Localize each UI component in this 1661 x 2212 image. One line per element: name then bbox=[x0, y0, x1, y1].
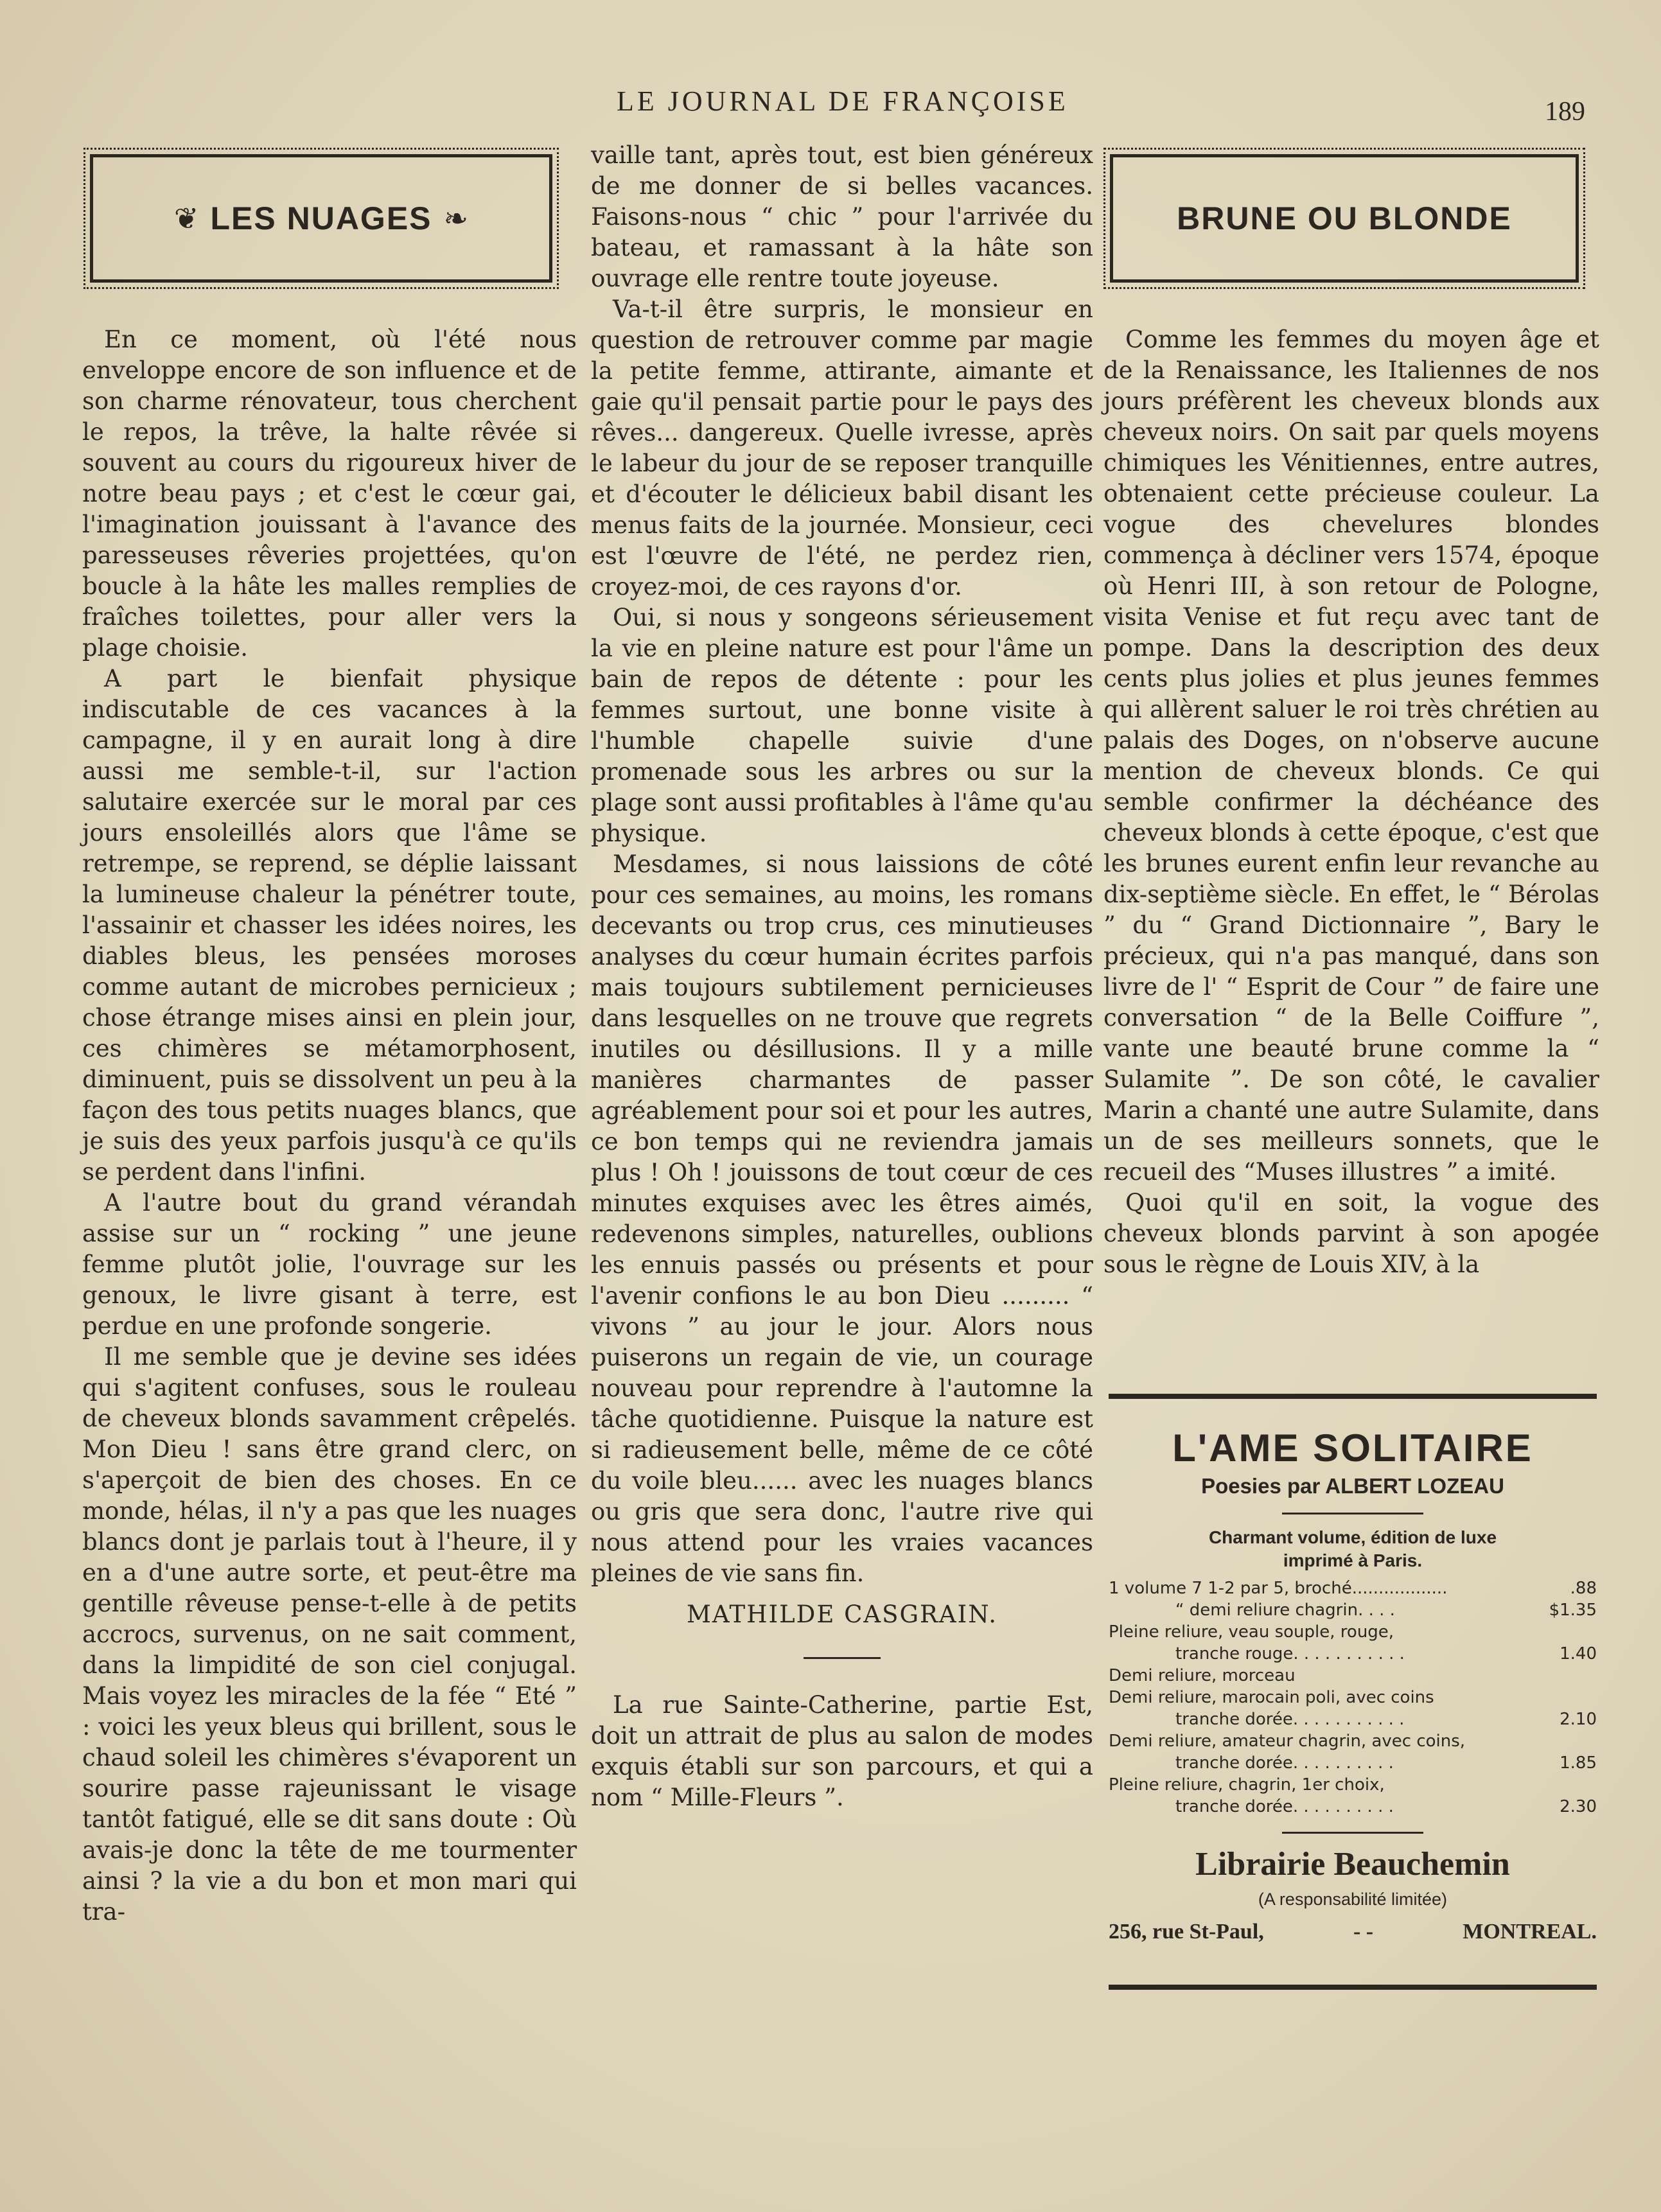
section-divider bbox=[804, 1657, 881, 1659]
ad-book-author: Poesies par ALBERT LOZEAU bbox=[1201, 1474, 1504, 1498]
ad-city: MONTREAL. bbox=[1463, 1920, 1597, 1944]
article-paragraph: A part le bienfait physique indiscutable de ces vacances à la campagne, il y en aurait long à dire aussi me semble-t-il, sur l'action salutaire exercée sur le moral par ces jours ensoleillés alors que l'âme se retrempe, se reprend, se déplie laissant la lumineuse chaleur la pénétrer toute, l'assainir et chasser les idées noires, les diables bleus, les pensées moroses comme autant de microbes pernicieux ; chose étrange mises ainsi en plein jour, ces chimères se métamorphosent, diminuent, puis se dissolvent un peu à la façon des tous petits nuages blancs, que je suis des yeux parfois jusqu'à ce qu'ils se perdent dans l'infini. bbox=[82, 665, 577, 1186]
ad-shop-subtitle: (A responsabilité limitée) bbox=[1258, 1890, 1448, 1909]
article-paragraph: Comme les femmes du moyen âge et de la Renaissance, les Italiennes de nos jours préfèrent les cheveux blonds aux cheveux noirs. On sait par quels moyens chimiques les Vénitiennes, entre autres, obtenaient cette précieuse couleur. La vogue des chevelures blondes commença à décliner vers 1574, époque où Henri III, à son retour de Pologne, visita Venise et fut reçu avec tant de pompe. Dans la description des deux cents plus jolies et plus jeunes femmes qui allèrent saluer le roi très chrétien au palais des Doges, on n'observe aucune mention de cheveux blonds. Ce qui semble confirmer la déchéance des cheveux blonds à cette époque, c'est que les brunes eurent enfin leur revanche au dix-septième siècle. En effet, le “ Bérolas ” du “ Grand Dictionnaire ”, Bary le précieux, qui n'a pas manqué, dans son livre de l' “ Esprit de Cour ” de faire une conversation “ de la Belle Coiffure ”, vante une beauté brune comme la “ Sulamite ”. De son côté, le cavalier Marin a chanté une autre Sulamite, dans un de ses meilleurs sonnets, que le recueil des “Muses illustres ” a imité. bbox=[1103, 326, 1599, 1186]
price-row: tranche dorée. . . . . . . . . . 1.85 bbox=[1175, 1753, 1597, 1773]
article-paragraph: En ce moment, où l'été nous enveloppe encore de son influence et de son charme rénovateur, tous cherchent le repos, la trêve, la halte rêvée si souvent au cours du rigoureux hiver de notre beau pays ; et c'est le cœur gai, l'imagination jouissant à l'avance des paresseuses rêveries projettées, qu'on boucle à la hâte les malles remplies de fraîches toilettes, pour aller vers la plage choisie. bbox=[82, 326, 577, 662]
price-row: Demi reliure, amateur chagrin, avec coins, bbox=[1109, 1732, 1466, 1751]
price-row: “ demi reliure chagrin. . . . $1.35 bbox=[1175, 1601, 1597, 1620]
price-row: Pleine reliure, chagrin, 1er choix, bbox=[1109, 1775, 1385, 1795]
price-row: tranche dorée. . . . . . . . . . . 2.10 bbox=[1175, 1710, 1597, 1729]
book-advertisement bbox=[1109, 1419, 1597, 1944]
ad-description bbox=[1109, 1526, 1597, 1572]
article-paragraph: Mesdames, si nous laissions de côté pour ces semaines, au moins, les romans decevants ou trop crus, ces minutieuses analyses du cœur humain écrites parfois mais toujours subtilement pernicieuses dans lesquelles on ne trouve que regrets inutiles ou désillusions. Il y a mille manières charmantes de passer agréablement pour soi et pour les autres, ce bon temps qui ne reviendra jamais plus ! Oh ! jouissons de tout cœur de ces minutes exquises avec les êtres aimés, redevenons simples, naturelles, oublions les ennuis passés ou présents et pour l'avenir confions le au bon Dieu ......... “ vivons ” au jour le jour. Alors nous puiserons un regain de vie, un courage nouveau pour reprendre à l'automne la tâche quotidienne. Puisque la nature est si radieusement belle, même de ce côté du voile bleu...... avec les nuages blancs ou gris que sera donc, l'autre rive qui nous attend pour les vraies vacances pleines de vie sans fin. bbox=[591, 850, 1093, 1587]
ad-top-rule bbox=[1109, 1394, 1597, 1399]
ad-shop-name: Librairie Beauchemin bbox=[1195, 1846, 1510, 1883]
price-row: tranche rouge. . . . . . . . . . . 1.40 bbox=[1175, 1644, 1597, 1663]
ad-book-title: L'AME SOLITAIRE bbox=[1172, 1426, 1533, 1470]
journal-title: LE JOURNAL DE FRANÇOISE bbox=[617, 85, 1069, 117]
les-nuages-title-box bbox=[90, 154, 552, 283]
article-paragraph: A l'autre bout du grand vérandah assise sur un “ rocking ” une jeune femme plutôt jolie, l'ouvrage sur les genoux, le livre gisant à terre, est perdue en une profonde songerie. bbox=[82, 1189, 577, 1340]
article-paragraph: Oui, si nous y songeons sérieusement la vie en pleine nature est pour l'âme un bain de repos de détente : pour les femmes surtout, une bonne visite à l'humble chapelle suivie d'une promenade sous les arbres ou sur la plage sont aussi profitables à l'âme qu'au physique. bbox=[591, 604, 1093, 847]
price-row: 1 volume 7 1-2 par 5, broché.................. .88 bbox=[1109, 1579, 1597, 1598]
les-nuages-title: LES NUAGES bbox=[210, 200, 432, 236]
ad-description-line: imprimé à Paris. bbox=[1283, 1550, 1423, 1570]
price-row: tranche dorée. . . . . . . . . . 2.30 bbox=[1175, 1797, 1597, 1816]
author-signature: MATHILDE CASGRAIN. bbox=[686, 1601, 998, 1628]
ad-divider bbox=[1282, 1513, 1423, 1514]
ad-description-line: Charmant volume, édition de luxe bbox=[1208, 1527, 1497, 1547]
page-number: 189 bbox=[1545, 97, 1585, 127]
mille-fleurs-notice: La rue Sainte-Catherine, partie Est, doit un attrait de plus au salon de modes exquis établi sur son parcours, et qui a nom “ Mille-Fleurs ”. bbox=[591, 1691, 1093, 1811]
price-row: Demi reliure, morceau bbox=[1109, 1666, 1296, 1685]
article-paragraph: Quoi qu'il en soit, la vogue des cheveux blonds parvint à son apogée sous le règne de Louis XIV, à la bbox=[1103, 1189, 1599, 1278]
middle-column bbox=[591, 140, 1093, 1813]
price-row: Pleine reliure, veau souple, rouge, bbox=[1109, 1622, 1394, 1642]
left-ornament-icon: ❦ bbox=[173, 201, 199, 236]
ad-bottom-rule bbox=[1109, 1985, 1597, 1990]
les-nuages-column bbox=[82, 324, 577, 1927]
brune-ou-blonde-column bbox=[1103, 324, 1599, 1280]
article-paragraph: Il me semble que je devine ses idées qui s'agitent confuses, sous le rouleau de cheveux blonds savamment crêpelés. Mon Dieu ! sans être grand clerc, on s'aperçoit de bien des choses. En ce monde, hélas, il n'y a pas que les nuages blancs dont je parlais tout à l'heure, il y en a d'une autre sorte, et peut-être ma gentille rêveuse pense-t-elle à de petits accrocs, survenus, on ne sait comment, dans la limpidité de son ciel conjugal. Mais voyez les miracles de la fée “ Eté ” : voici les yeux bleus qui brillent, sous le chaud soleil les chimères s'évaporent un sourire passe rajeunissant le visage tantôt fatigué, elle se dit sans doute : Où avais-je donc la tête de me tourmenter ainsi ? la vie a du bon et mon mari qui tra- bbox=[82, 1343, 577, 1926]
ad-address bbox=[1109, 1920, 1597, 1944]
article-paragraph: Va-t-il être surpris, le monsieur en question de retrouver comme par magie la petite femme, attirante, aimante et gaie qu'il pensait partie pour le pays des rêves... dangereux. Quelle ivresse, après le labeur du jour de se reposer tranquille et d'écouter le délicieux babil disant les menus faits de la journée. Monsieur, ceci est l'œuvre de l'été, ne perdez rien, croyez-moi, de ces rayons d'or. bbox=[591, 295, 1093, 601]
price-row: Demi reliure, marocain poli, avec coins bbox=[1109, 1688, 1434, 1707]
brune-ou-blonde-title-box bbox=[1110, 154, 1579, 283]
article-paragraph: vaille tant, après tout, est bien généreux de me donner de si belles vacances. Faisons-nous “ chic ” pour l'arrivée du bateau, et ramassant à la hâte son ouvrage elle rentre toute joyeuse. bbox=[591, 141, 1093, 292]
right-ornament-icon: ❧ bbox=[443, 201, 469, 236]
brune-ou-blonde-title: BRUNE OU BLONDE bbox=[1177, 200, 1512, 236]
ad-street: 256, rue St-Paul, bbox=[1109, 1920, 1264, 1944]
ad-address-separator: - - bbox=[1353, 1920, 1374, 1944]
price-list bbox=[1109, 1577, 1597, 1818]
ad-divider bbox=[1282, 1832, 1423, 1834]
